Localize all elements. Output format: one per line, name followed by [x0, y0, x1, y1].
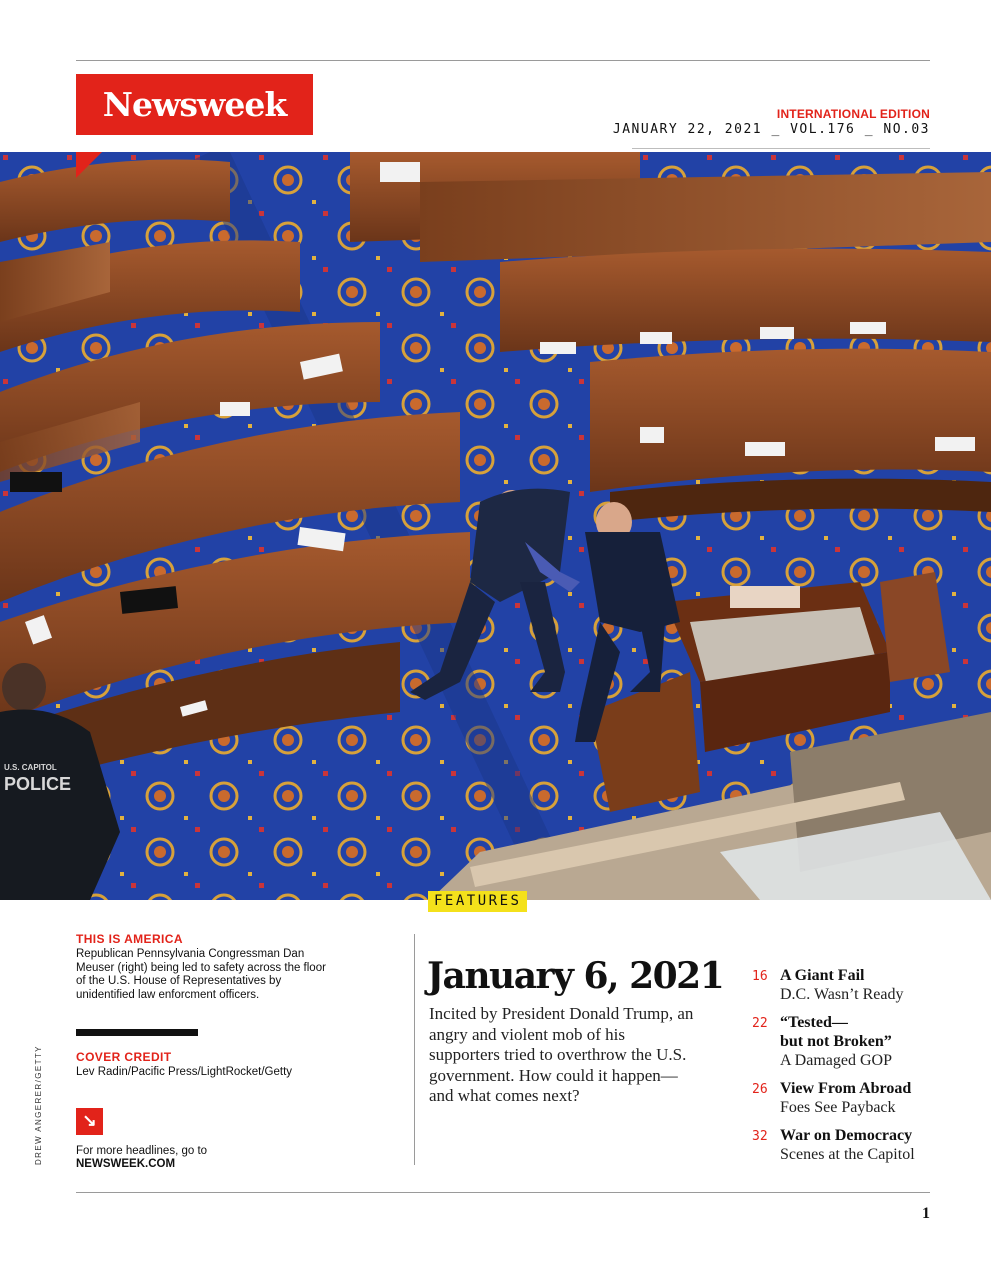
logo-text: Newsweek [102, 85, 287, 124]
toc-item[interactable] [752, 1126, 942, 1164]
toc-page-number: 16 [752, 969, 768, 984]
toc-subtitle: Scenes at the Capitol [780, 1146, 915, 1163]
arrow-down-right-icon[interactable]: ↘ [76, 1108, 103, 1135]
toc-page-number: 22 [752, 1016, 768, 1031]
toc-title: “Tested— but not Broken” [780, 1014, 892, 1050]
toc-title: War on Democracy [780, 1127, 913, 1144]
cover-caption: Republican Pennsylvania Congressman Dan Meuser (right) being led to safety across the floor of the U.S. House of Representatives by unidentified law enforcment officers. [76, 948, 326, 1001]
main-headline[interactable]: January 6, 2021 [427, 955, 724, 997]
main-dek: Incited by President Donald Trump, an angry and violent mob of his supporters tried to overthrow the U.S. government. How could it happen—and what comes next? [429, 1004, 694, 1106]
toc-page-number: 26 [752, 1082, 768, 1097]
toc-item[interactable] [752, 1079, 942, 1117]
newsweek-logo[interactable] [76, 74, 313, 135]
table-of-contents [752, 966, 942, 1173]
toc-subtitle: A Damaged GOP [780, 1052, 892, 1069]
caption-label: THIS IS AMERICA [76, 932, 183, 946]
photographer-credit: DREW ANGERER/GETTY [34, 1045, 43, 1165]
police-label-top: U.S. CAPITOL [4, 763, 57, 772]
cover-photo [0, 152, 991, 900]
toc-page-number: 32 [752, 1129, 768, 1144]
newsweek-url-link[interactable]: NEWSWEEK.COM [76, 1158, 176, 1170]
toc-item[interactable] [752, 966, 942, 1004]
cover-credit-label: COVER CREDIT [76, 1050, 172, 1064]
header-divider [632, 148, 930, 149]
bottom-rule [76, 1192, 930, 1193]
toc-title: View From Abroad [780, 1080, 912, 1097]
police-label: POLICE [4, 774, 72, 794]
features-tag: FEATURES [428, 891, 527, 912]
edition-label: INTERNATIONAL EDITION [776, 107, 930, 121]
logo-tab-accent [76, 152, 102, 178]
toc-subtitle: D.C. Wasn’t Ready [780, 986, 904, 1003]
cover-credit: Lev Radin/Pacific Press/LightRocket/Getty [76, 1066, 293, 1078]
issue-date-volume: JANUARY 22, 2021 _ VOL.176 _ NO.03 [612, 122, 930, 137]
left-column [76, 932, 336, 1172]
toc-title: A Giant Fail [780, 967, 865, 984]
page-number: 1 [922, 1205, 930, 1222]
toc-subtitle: Foes See Payback [780, 1099, 896, 1116]
top-rule [76, 60, 930, 61]
column-divider [414, 934, 415, 1165]
house-chamber-photo [0, 152, 991, 900]
more-headlines-text: For more headlines, go to [76, 1144, 208, 1157]
toc-item[interactable] [752, 1013, 942, 1070]
section-divider-bar [76, 1029, 198, 1036]
